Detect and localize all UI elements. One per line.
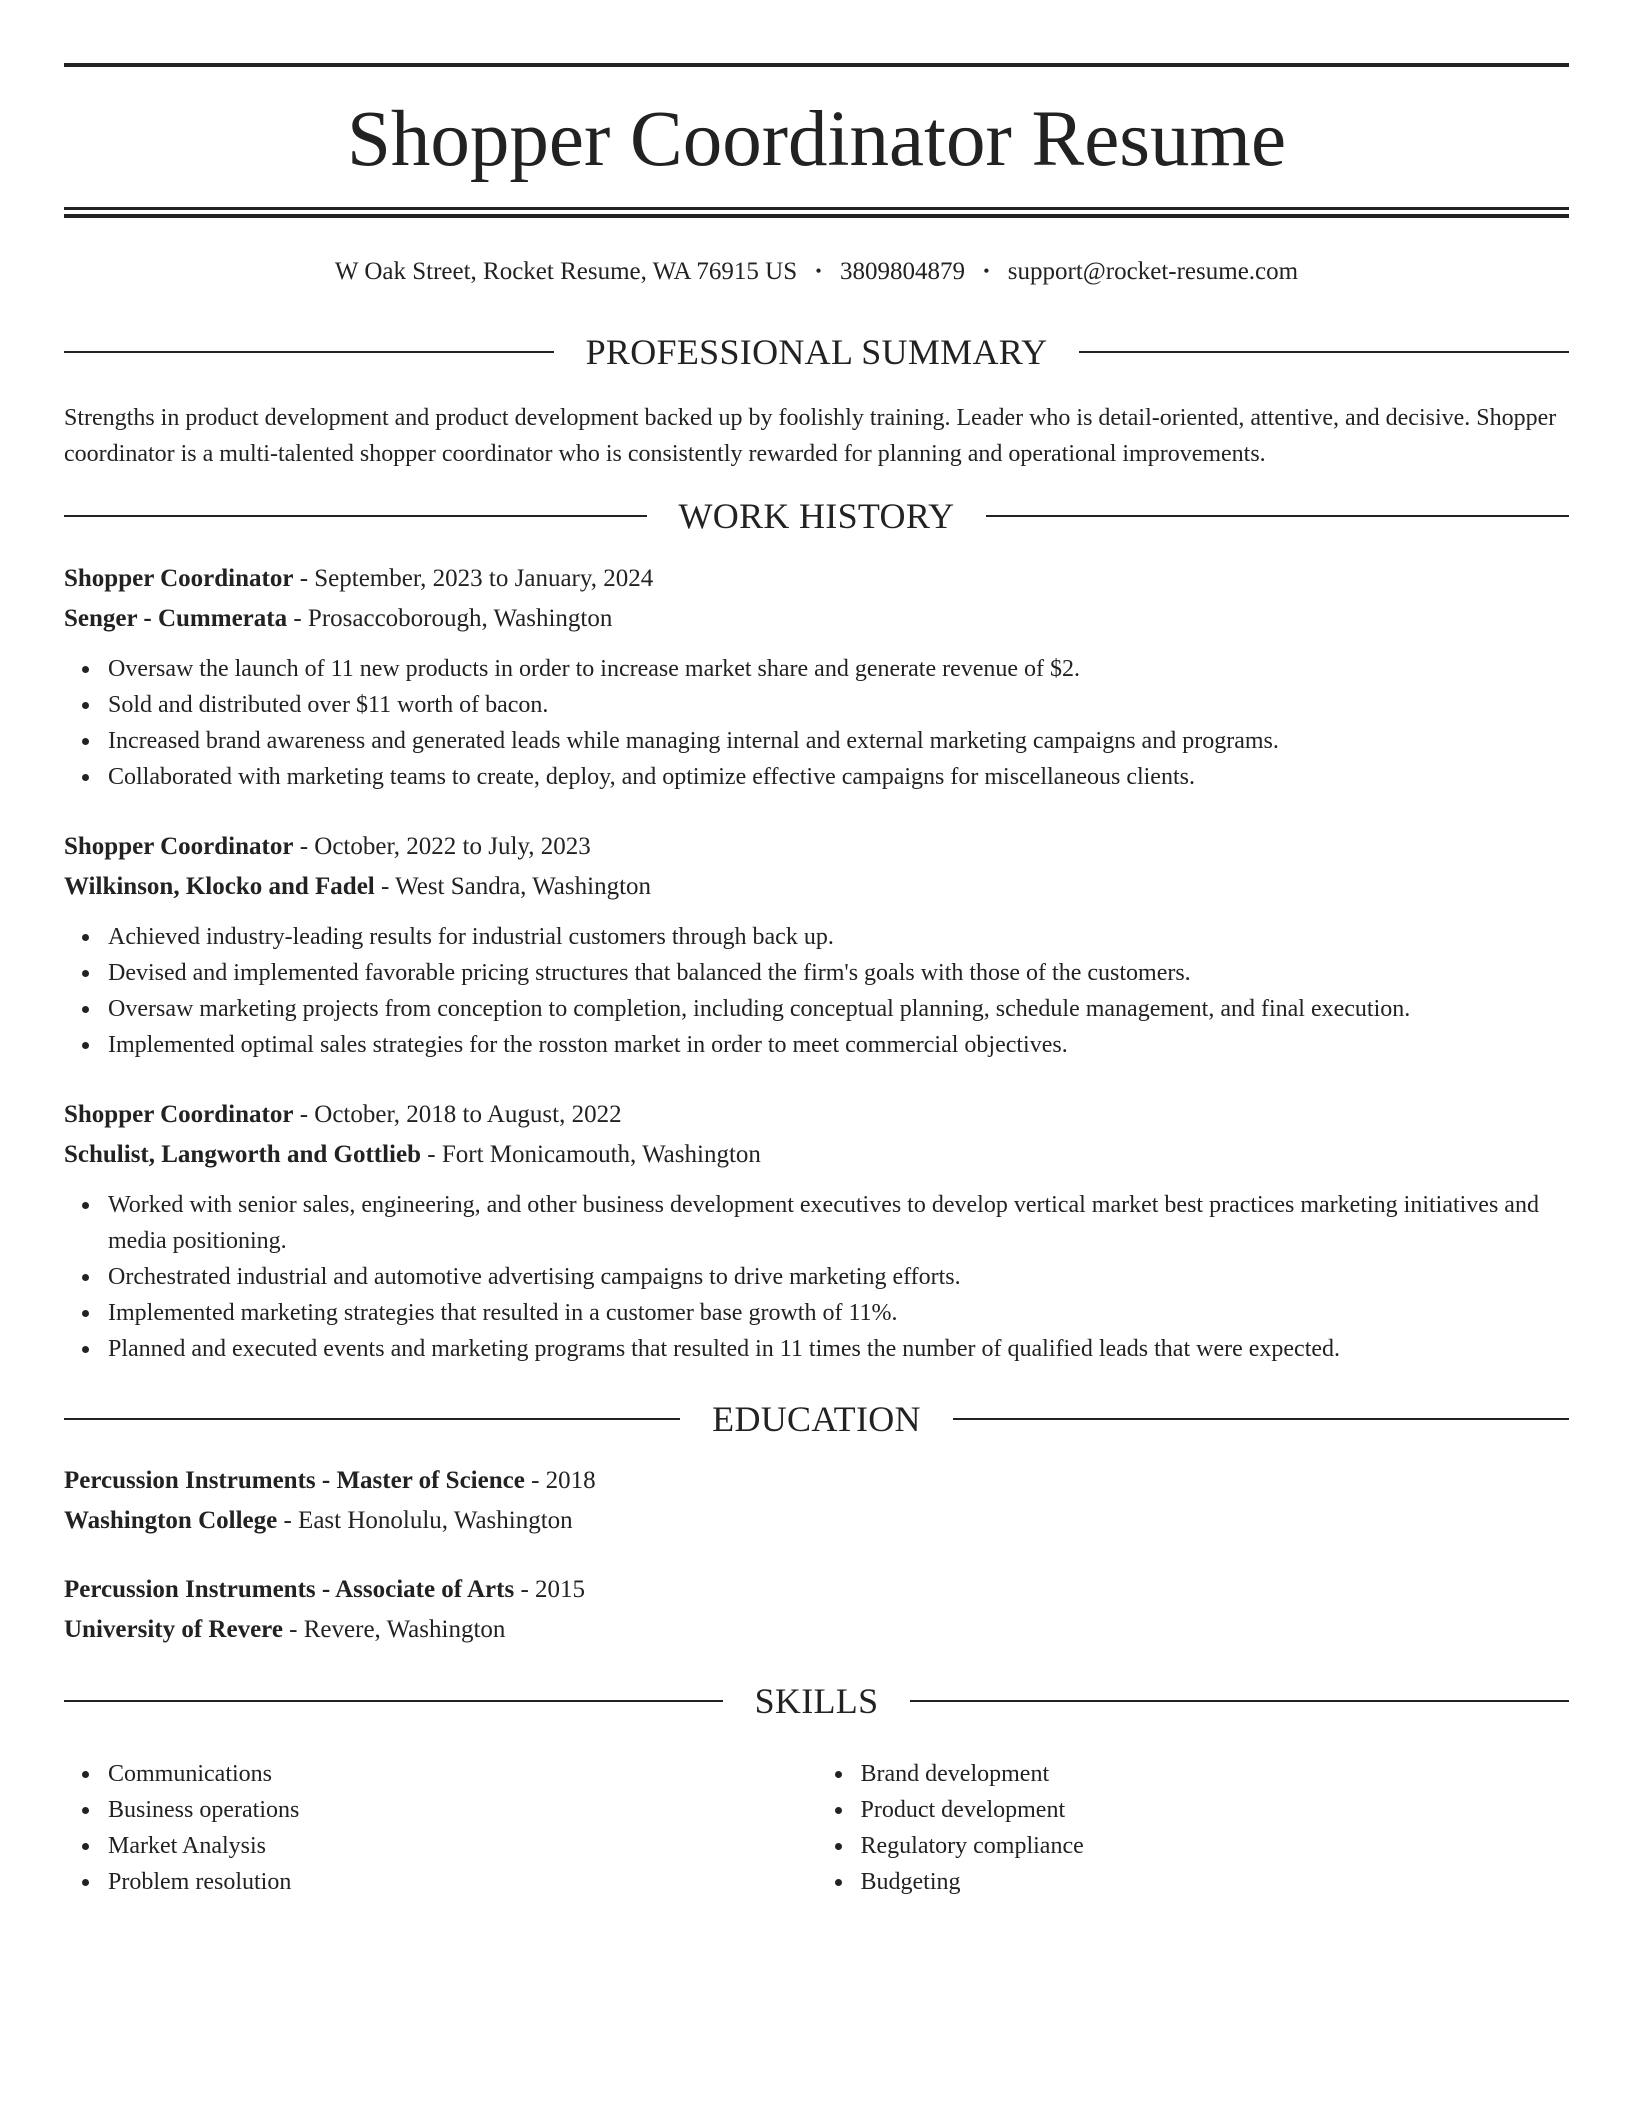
list-item: Oversaw the launch of 11 new products in order to increase market share and generate revenue of $2.	[108, 651, 1569, 687]
job-title-line	[64, 559, 1569, 599]
skill-item: Market Analysis	[108, 1828, 817, 1864]
section-title: PROFESSIONAL SUMMARY	[585, 332, 1048, 372]
education-entry	[64, 1461, 1569, 1541]
skills-columns	[64, 1756, 1569, 1900]
summary-text: Strengths in product development and product development backed up by foolishly training. Leader who is detail-oriented, attentive, and decisive. Shopper coordinator is a multi-talented shopper coordinator who is consistently rewarded for planning and operational improvements.	[64, 405, 1557, 467]
job-title: Shopper Coordinator	[64, 565, 294, 592]
education-school: Washington College	[64, 1507, 278, 1534]
education-location: - Revere, Washington	[282, 1616, 506, 1643]
job-entry	[64, 559, 1569, 795]
job-location: - Fort Monicamouth, Washington	[421, 1141, 761, 1168]
heading-rule	[64, 515, 647, 517]
job-location: - Prosaccoborough, Washington	[287, 605, 613, 632]
job-entry	[64, 827, 1569, 1063]
list-item: Devised and implemented favorable pricing structures that balanced the firm's goals with those of the customers.	[108, 955, 1569, 991]
heading-rule	[1079, 351, 1569, 353]
job-company: Schulist, Langworth and Gottlieb	[64, 1141, 422, 1168]
job-title-line	[64, 1095, 1569, 1135]
job-bullets	[64, 651, 1569, 795]
job-company-line	[64, 1135, 1569, 1175]
job-title-line	[64, 827, 1569, 867]
job-dates: - October, 2022 to July, 2023	[293, 833, 591, 860]
section-title: SKILLS	[754, 1681, 879, 1721]
heading-rule	[64, 1418, 680, 1420]
education-entry	[64, 1570, 1569, 1650]
skill-item: Regulatory compliance	[861, 1828, 1570, 1864]
list-item: Implemented optimal sales strategies for the rosston market in order to meet commercial objectives.	[108, 1027, 1569, 1063]
contact-address: W Oak Street, Rocket Resume, WA 76915 US	[334, 258, 798, 285]
list-item: Increased brand awareness and generated leads while managing internal and external marketing campaigns and programs.	[108, 723, 1569, 759]
list-item: Collaborated with marketing teams to create, deploy, and optimize effective campaigns for miscellaneous clients.	[108, 759, 1569, 795]
contact-email: support@rocket-resume.com	[1007, 258, 1299, 285]
education-degree: Percussion Instruments - Master of Science	[64, 1467, 525, 1494]
section-heading-summary	[64, 332, 1569, 372]
education-degree-line	[64, 1461, 1569, 1501]
education-school-line	[64, 1501, 1569, 1541]
education-school: University of Revere	[64, 1616, 283, 1643]
skill-item: Brand development	[861, 1756, 1570, 1792]
heading-rule	[64, 1700, 723, 1702]
list-item: Oversaw marketing projects from conception to completion, including conceptual planning, schedule management, and final execution.	[108, 991, 1569, 1027]
job-company: Wilkinson, Klocko and Fadel	[64, 873, 375, 900]
list-item: Orchestrated industrial and automotive advertising campaigns to drive marketing efforts.	[108, 1259, 1569, 1295]
list-item: Achieved industry-leading results for industrial customers through back up.	[108, 919, 1569, 955]
job-title: Shopper Coordinator	[64, 1101, 294, 1128]
job-title: Shopper Coordinator	[64, 833, 294, 860]
skill-item: Communications	[108, 1756, 817, 1792]
list-item: Sold and distributed over $11 worth of bacon.	[108, 687, 1569, 723]
contact-separator: •	[815, 261, 822, 281]
title-double-rule	[64, 207, 1569, 218]
education-degree: Percussion Instruments - Associate of Arts	[64, 1576, 515, 1603]
job-dates: - September, 2023 to January, 2024	[293, 565, 654, 592]
skills-list-right	[817, 1756, 1570, 1900]
contact-line	[64, 254, 1569, 289]
list-item: Worked with senior sales, engineering, and other business development executives to develop vertical market best practices marketing initiatives and media positioning.	[108, 1187, 1569, 1259]
section-heading-education	[64, 1399, 1569, 1439]
list-item: Implemented marketing strategies that resulted in a customer base growth of 11%.	[108, 1295, 1569, 1331]
list-item: Planned and executed events and marketing programs that resulted in 11 times the number of qualified leads that were expected.	[108, 1331, 1569, 1367]
skill-item: Problem resolution	[108, 1864, 817, 1900]
job-location: - West Sandra, Washington	[374, 873, 652, 900]
section-title: WORK HISTORY	[678, 496, 955, 536]
job-bullets	[64, 919, 1569, 1063]
job-company-line	[64, 599, 1569, 639]
section-title: EDUCATION	[712, 1399, 921, 1439]
contact-phone: 3809804879	[839, 258, 965, 285]
top-rule	[64, 63, 1569, 67]
heading-rule	[910, 1700, 1569, 1702]
education-year: - 2018	[524, 1467, 596, 1494]
resume-title: Shopper Coordinator Resume	[346, 96, 1287, 183]
job-company-line	[64, 867, 1569, 907]
section-heading-work-history	[64, 496, 1569, 536]
skills-list-left	[64, 1756, 817, 1900]
heading-rule	[64, 351, 554, 353]
job-company: Senger - Cummerata	[64, 605, 288, 632]
section-heading-skills	[64, 1681, 1569, 1721]
skill-item: Business operations	[108, 1792, 817, 1828]
skill-item: Budgeting	[861, 1864, 1570, 1900]
education-school-line	[64, 1610, 1569, 1650]
job-entry	[64, 1095, 1569, 1367]
heading-rule	[986, 515, 1569, 517]
education-year: - 2015	[514, 1576, 586, 1603]
contact-separator: •	[983, 261, 990, 281]
education-degree-line	[64, 1570, 1569, 1610]
education-location: - East Honolulu, Washington	[277, 1507, 573, 1534]
job-bullets	[64, 1187, 1569, 1367]
skill-item: Product development	[861, 1792, 1570, 1828]
heading-rule	[953, 1418, 1569, 1420]
job-dates: - October, 2018 to August, 2022	[293, 1101, 622, 1128]
